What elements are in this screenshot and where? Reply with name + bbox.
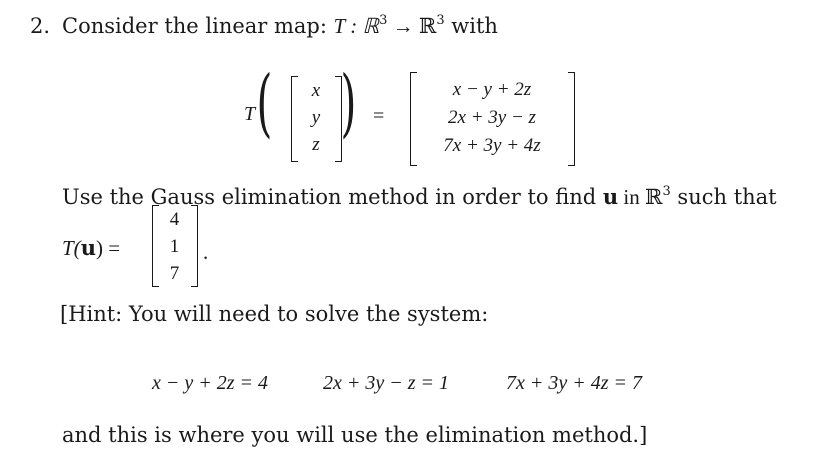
input-x: x	[311, 80, 321, 101]
target-row-1: 4	[169, 209, 180, 230]
map-arrow: → ℝ	[387, 14, 437, 38]
with-text: with	[444, 14, 498, 38]
map-expression: T : ℝ	[333, 14, 380, 38]
definition-equals: =	[373, 105, 385, 127]
problem-number: 2.	[30, 14, 51, 38]
input-z: z	[312, 134, 320, 155]
task-sentence	[62, 186, 777, 208]
output-row-3: 7x + 3y + 4z	[443, 135, 541, 156]
lhs-u: u	[80, 235, 96, 260]
intro-text: Consider the linear map:	[62, 14, 327, 38]
output-right-bracket	[568, 72, 575, 166]
lhs-close: ) =	[95, 236, 121, 260]
hint-equation-3: 7x + 3y + 4z = 7	[506, 372, 643, 394]
target-row-3: 7	[169, 263, 180, 284]
map-exponent-1: 3	[379, 13, 388, 28]
target-right-bracket	[191, 205, 198, 287]
target-period: .	[203, 240, 209, 264]
input-y: y	[311, 107, 321, 128]
hint-line-2: and this is where you will use the elimination method.]	[62, 423, 648, 447]
lhs-T: T(	[62, 236, 81, 260]
task-text-mid: in ℝ	[618, 185, 663, 209]
target-row-2: 1	[169, 236, 180, 257]
task-text-before: Use the Gauss elimination method in order to find	[62, 185, 603, 209]
problem-intro	[62, 13, 498, 38]
u-bold: u	[602, 184, 619, 209]
left-paren: (	[256, 60, 273, 146]
task-text-after: such that	[670, 185, 777, 209]
output-row-1: x − y + 2z	[452, 79, 532, 100]
map-exponent-2: 3	[436, 13, 445, 28]
target-lhs	[62, 237, 120, 259]
task-exponent: 3	[662, 184, 671, 199]
right-paren: )	[340, 60, 357, 146]
map-symbol: T	[244, 103, 256, 125]
hint-line-1: [Hint: You will need to solve the system:	[60, 302, 489, 326]
hint-equation-2: 2x + 3y − z = 1	[323, 372, 450, 394]
hint-equation-1: x − y + 2z = 4	[152, 372, 269, 394]
output-row-2: 2x + 3y − z	[448, 107, 536, 128]
